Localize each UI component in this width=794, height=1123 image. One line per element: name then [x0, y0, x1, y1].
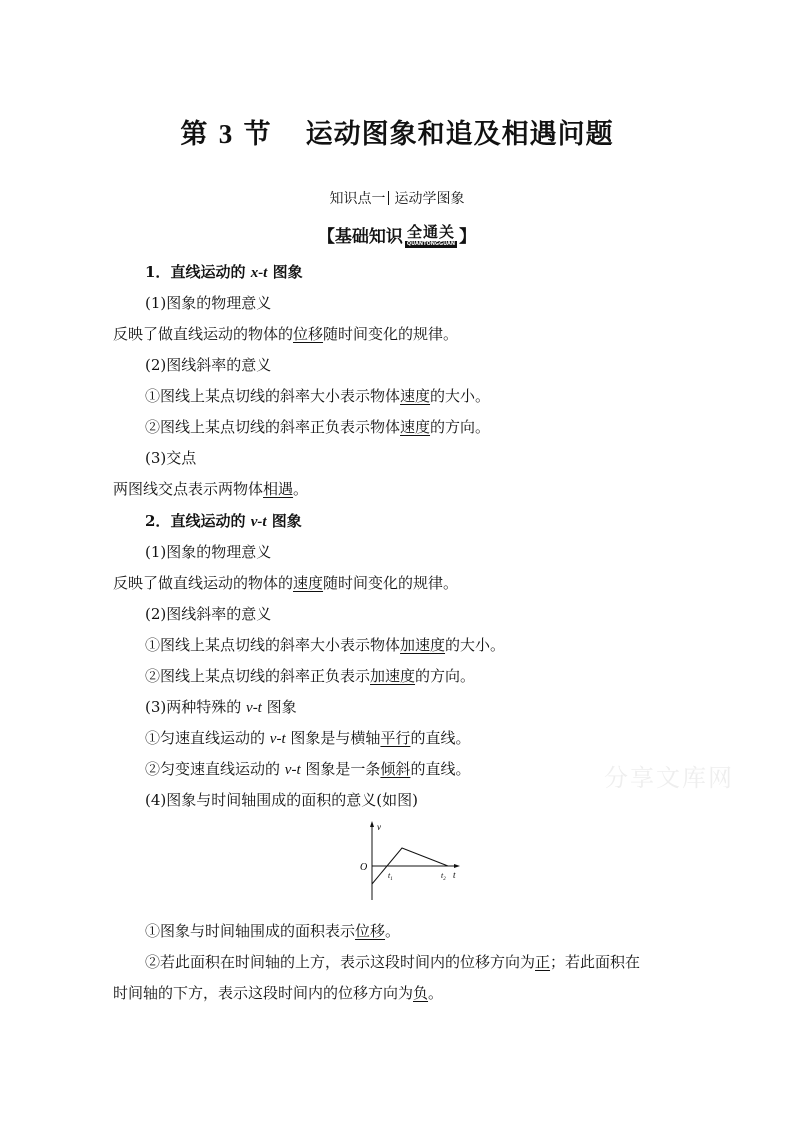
sec2-p3-title: (3)两种特殊的 v-t 图象 — [145, 698, 297, 716]
sec1-p1-text: 反映了做直线运动的物体的位移随时间变化的规律。 — [113, 325, 459, 343]
banner-left: 【基础知识 — [317, 227, 403, 247]
sec1-heading: 1．直线运动的 x-t 图象 — [145, 263, 303, 281]
sec2-p2-item2: ②图线上某点切线的斜率正负表示加速度的方向。 — [145, 667, 476, 685]
origin-label: O — [360, 862, 368, 873]
title-suffix: 节 — [243, 119, 272, 150]
knowledge-point-label: 知识点一 — [329, 191, 386, 207]
title-text: 运动图象和追及相遇问题 — [305, 119, 614, 150]
knowledge-point-header — [0, 188, 794, 208]
page-title — [0, 112, 794, 151]
banner-badge: 全通关 QUANTONGGUAN — [406, 223, 456, 247]
sec2-heading: 2．直线运动的 v-t 图象 — [145, 512, 302, 530]
section-banner — [0, 222, 794, 248]
sec2-p4-item2: ②若此面积在时间轴的上方，表示这段时间内的位移方向为正；若此面积在 — [145, 953, 641, 971]
sec2-p2-item1: ①图线上某点切线的斜率大小表示物体加速度的大小。 — [145, 636, 506, 654]
v-axis-label: v — [377, 822, 381, 832]
sec1-p1-title: (1)图象的物理意义 — [145, 294, 272, 312]
v-axis-arrow — [370, 821, 374, 827]
watermark: 分享文库网 — [604, 764, 734, 792]
sec2-p2-title: (2)图线斜率的意义 — [145, 605, 272, 623]
sec2-p4-item1: ①图象与时间轴围成的面积表示位移。 — [145, 922, 401, 940]
sec2-p3-item1: ①匀速直线运动的 v-t 图象是与横轴平行的直线。 — [145, 729, 471, 747]
vt-graph-figure — [355, 818, 465, 908]
sec1-p3-text: 两图线交点表示两物体相遇。 — [113, 480, 309, 498]
sec1-p2-item2: ②图线上某点切线的斜率正负表示物体速度的方向。 — [145, 418, 491, 436]
t-axis-arrow — [454, 864, 460, 868]
sec2-p4-title: (4)图象与时间轴围成的面积的意义(如图) — [145, 791, 418, 809]
t1-label: $t_1$ — [388, 871, 393, 882]
sec1-p2-title: (2)图线斜率的意义 — [145, 356, 272, 374]
sec1-p3-title: (3)交点 — [145, 449, 197, 467]
sec2-p1-title: (1)图象的物理意义 — [145, 543, 272, 561]
t2-label: $t_2$ — [441, 871, 446, 882]
banner-right: 】 — [459, 227, 477, 247]
title-prefix: 第 — [180, 119, 209, 150]
section-number: 3 — [218, 119, 234, 149]
sec2-p1-text: 反映了做直线运动的物体的速度随时间变化的规律。 — [113, 574, 459, 592]
knowledge-point-topic: 运动学图象 — [394, 191, 465, 207]
sec2-p4-item2-cont: 时间轴的下方，表示这段时间内的位移方向为负。 — [113, 984, 444, 1002]
sec1-p2-item1: ①图线上某点切线的斜率大小表示物体速度的大小。 — [145, 387, 491, 405]
t-axis-label: t — [453, 870, 456, 880]
sec2-p3-item2: ②匀变速直线运动的 v-t 图象是一条倾斜的直线。 — [145, 760, 471, 778]
